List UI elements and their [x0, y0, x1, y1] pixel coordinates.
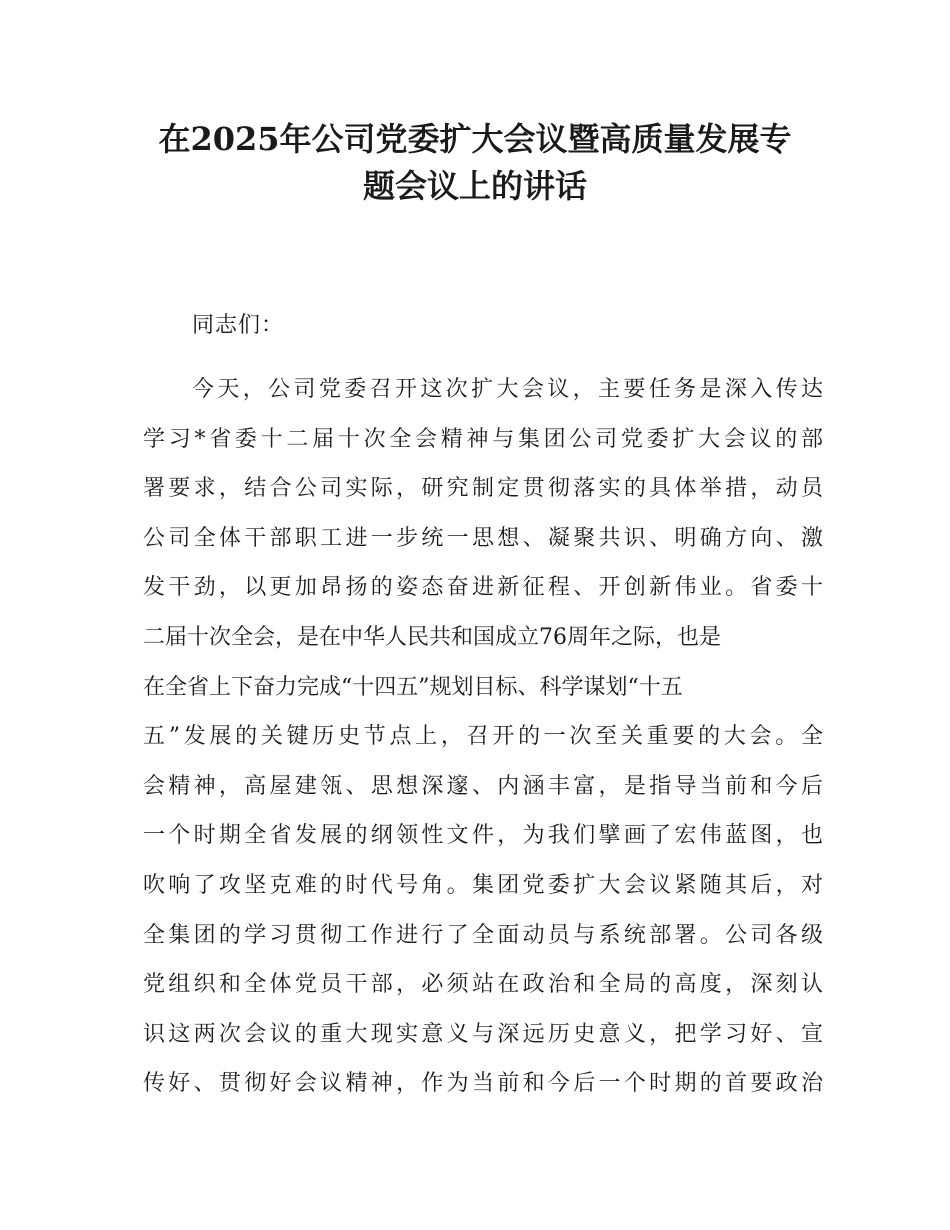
title-line-2: 题会议上的讲话	[362, 167, 587, 205]
body-line: 吹响了攻坚克难的时代号角。集团党委扩大会议紧随其后，对	[143, 872, 823, 898]
body-line: 学习*省委十二届十次全会精神与集团公司党委扩大会议的部	[143, 426, 823, 452]
body-line: 一个时期全省发展的纲领性文件，为我们擘画了宏伟蓝图，也	[143, 823, 823, 849]
salutation: 同志们：	[192, 313, 285, 338]
body-line: 会精神，高屋建瓴、思想深邃、内涵丰富，是指导当前和今后	[143, 773, 823, 799]
body-line: 在全省上下奋力完成“十四五”规划目标、科学谋划“十五	[143, 674, 683, 700]
body-line: 今天，公司党委召开这次扩大会议，主要任务是深入传达	[192, 377, 823, 402]
title-line-1: 在2025年公司党委扩大会议暨高质量发展专	[158, 120, 792, 158]
body-paragraph	[143, 370, 823, 1114]
document-title	[120, 116, 830, 210]
body-line: 公司全体干部职工进一步统一思想、凝聚共识、明确方向、激	[143, 525, 823, 551]
body-line: 党组织和全体党员干部，必须站在政治和全局的高度，深刻认	[143, 972, 823, 998]
body-line: 全集团的学习贯彻工作进行了全面动员与系统部署。公司各级	[143, 922, 823, 948]
body-line: 识这两次会议的重大现实意义与深远历史意义，把学习好、宣	[143, 1021, 823, 1047]
body-line: 二届十次全会，是在中华人民共和国成立76周年之际，也是	[143, 624, 721, 650]
body-line: 五”发展的关键历史节点上，召开的一次至关重要的大会。全	[143, 724, 823, 750]
body-line: 发干劲，以更加昂扬的姿态奋进新征程、开创新伟业。省委十	[143, 575, 823, 601]
body-line: 传好、贯彻好会议精神，作为当前和今后一个时期的首要政治	[143, 1071, 823, 1097]
body-line: 署要求，结合公司实际，研究制定贯彻落实的具体举措，动员	[143, 476, 823, 502]
